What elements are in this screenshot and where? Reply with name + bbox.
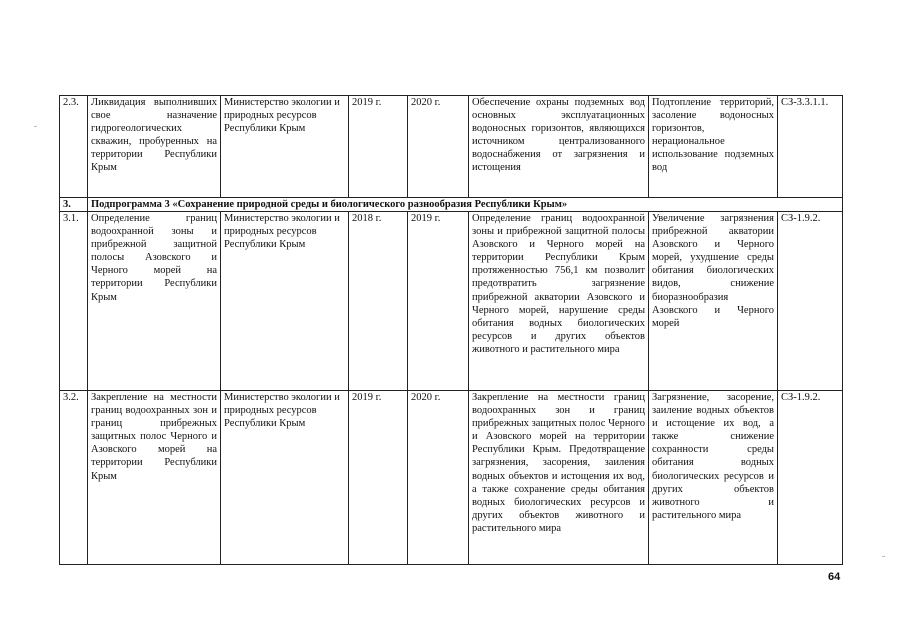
scan-mark bbox=[882, 556, 885, 557]
executor-cell: Министерство экологии и природных ресурсов Республики Крым bbox=[221, 96, 349, 198]
consequence-cell: Подтопление территорий, засоление водоносных горизонтов, нерациональное использование подземных вод bbox=[649, 96, 778, 198]
code-cell: СЗ-1.9.2. bbox=[778, 391, 843, 565]
subprogram-row bbox=[60, 198, 843, 212]
activity-cell: Ликвидация выполнивших свое назначение гидрогеологических скважин, пробуренных на территории Республики Крым bbox=[88, 96, 221, 198]
code-cell: СЗ-1.9.2. bbox=[778, 212, 843, 391]
row-number: 2.3. bbox=[60, 96, 88, 198]
start-year-cell: 2019 г. bbox=[349, 391, 408, 565]
start-year-cell: 2019 г. bbox=[349, 96, 408, 198]
page-number: 64 bbox=[828, 571, 841, 583]
row-number: 3.1. bbox=[60, 212, 88, 391]
executor-cell: Министерство экологии и природных ресурсов Республики Крым bbox=[221, 391, 349, 565]
end-year-cell: 2020 г. bbox=[408, 96, 469, 198]
activity-cell: Закрепление на местности границ водоохранных зон и границ прибрежных защитных полос Черного и Азовского морей на территории Республики Крым bbox=[88, 391, 221, 565]
table-row-3-1 bbox=[60, 212, 843, 391]
subprogram-title: Подпрограмма 3 «Сохранение природной среды и биологического разнообразия Республики Крым» bbox=[88, 198, 843, 212]
end-year-cell: 2019 г. bbox=[408, 212, 469, 391]
end-year-cell: 2020 г. bbox=[408, 391, 469, 565]
consequence-cell: Увеличение загрязнения прибрежной акватории Азовского и Черного морей, ухудшение среды обитания биологических видов, снижение биоразнообразия Азовского и Черного морей bbox=[649, 212, 778, 391]
program-table bbox=[59, 95, 843, 565]
executor-cell: Министерство экологии и природных ресурсов Республики Крым bbox=[221, 212, 349, 391]
result-cell: Обеспечение охраны подземных вод основных эксплуатационных водоносных горизонтов, являющихся источником централизованного водоснабжения от загрязнения и истощения bbox=[469, 96, 649, 198]
row-number: 3.2. bbox=[60, 391, 88, 565]
result-cell: Закрепление на местности границ водоохранных зон и границ прибрежных защитных полос Черного и Азовского морей на территории Республики Крым. Предотвращение загрязнения, засорения, заиления водных объектов и истощения их вод, а также сохранение среды обитания водных биологических ресурсов и других объектов животного и растительного мира bbox=[469, 391, 649, 565]
table-row-2-3 bbox=[60, 96, 843, 198]
start-year-cell: 2018 г. bbox=[349, 212, 408, 391]
row-number: 3. bbox=[60, 198, 88, 212]
consequence-cell: Загрязнение, засорение, заиление водных объектов и истощение их вод, а также снижение сохранности среды обитания водных биологических ресурсов и других объектов животного и растительного мира bbox=[649, 391, 778, 565]
scan-mark bbox=[34, 126, 37, 127]
table-row-3-2 bbox=[60, 391, 843, 565]
result-cell: Определение границ водоохранной зоны и прибрежной защитной полосы Азовского и Черного морей на территории Республики Крым протяженностью 756,1 км позволит предотвратить загрязнение прибрежной акватории Азовского и Черного морей, нарушение среды обитания водных биологических ресурсов и других объектов животного и растительного мира bbox=[469, 212, 649, 391]
activity-cell: Определение границ водоохранной зоны и прибрежной защитной полосы Азовского и Черного морей на территории Республики Крым bbox=[88, 212, 221, 391]
code-cell: СЗ-3.3.1.1. bbox=[778, 96, 843, 198]
